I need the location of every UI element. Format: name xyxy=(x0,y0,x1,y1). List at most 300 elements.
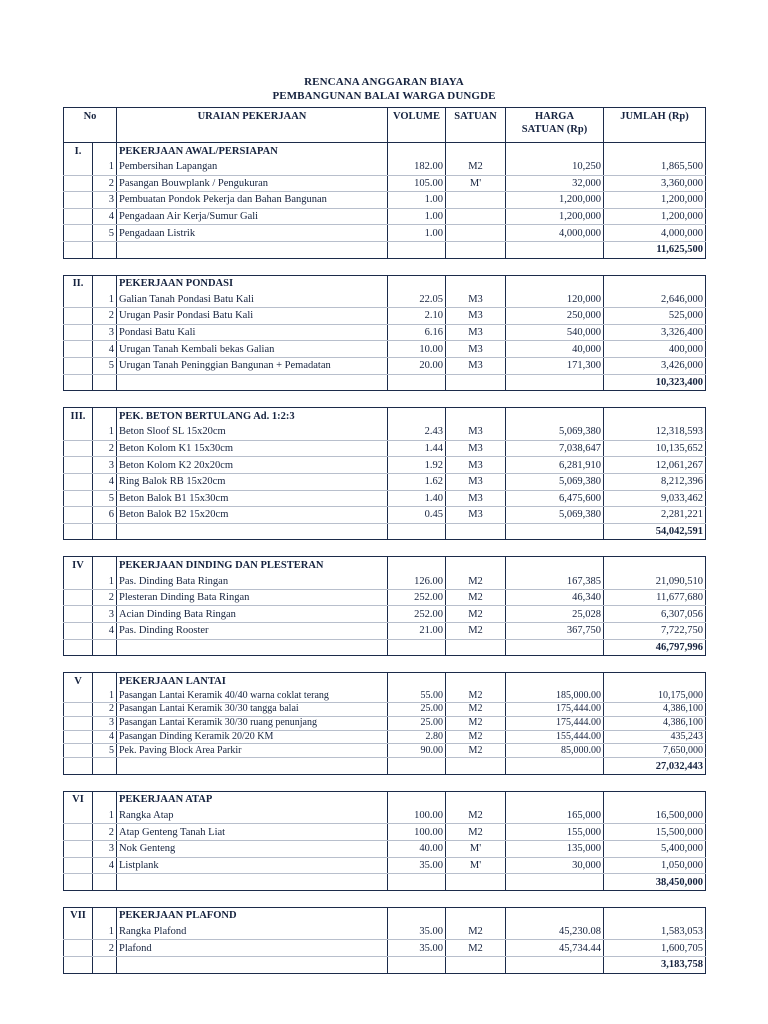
empty-cell xyxy=(446,758,506,775)
item-harga-satuan: 4,000,000 xyxy=(506,225,604,242)
item-number: 1 xyxy=(93,924,117,940)
item-satuan: M2 xyxy=(446,730,506,744)
item-number: 1 xyxy=(93,424,117,440)
item-volume: 20.00 xyxy=(388,357,446,374)
section-number: II. xyxy=(64,275,93,292)
empty-cell xyxy=(64,473,93,490)
table-row xyxy=(64,490,706,507)
empty-cell xyxy=(117,241,388,258)
item-description: Pas. Dinding Rooster xyxy=(117,623,388,640)
table-row xyxy=(64,589,706,606)
item-number: 4 xyxy=(93,730,117,744)
empty-cell xyxy=(64,208,93,225)
item-jumlah: 12,061,267 xyxy=(604,457,706,474)
item-satuan: M3 xyxy=(446,308,506,325)
section-number: V xyxy=(64,673,93,690)
empty-cell xyxy=(388,143,446,160)
item-number: 5 xyxy=(93,490,117,507)
empty-cell xyxy=(388,408,446,425)
empty-cell xyxy=(117,956,388,973)
item-satuan: M2 xyxy=(446,606,506,623)
empty-cell xyxy=(506,523,604,540)
item-harga-satuan: 40,000 xyxy=(506,341,604,358)
item-description: Rangka Plafond xyxy=(117,924,388,940)
item-satuan: M2 xyxy=(446,703,506,717)
item-jumlah: 7,722,750 xyxy=(604,623,706,640)
item-satuan: M2 xyxy=(446,689,506,702)
spacer-cell xyxy=(64,540,706,557)
item-volume: 0.45 xyxy=(388,507,446,524)
empty-cell xyxy=(93,673,117,690)
empty-cell xyxy=(64,808,93,824)
section-total: 10,323,400 xyxy=(604,374,706,391)
table-row xyxy=(64,573,706,589)
section-header-row xyxy=(64,791,706,808)
item-description: Beton Kolom K1 15x30cm xyxy=(117,440,388,457)
item-satuan: M3 xyxy=(446,457,506,474)
document-subtitle: PEMBANGUNAN BALAI WARGA DUNGDE xyxy=(272,90,496,102)
item-number: 6 xyxy=(93,507,117,524)
item-number: 1 xyxy=(93,159,117,175)
empty-cell xyxy=(506,143,604,160)
section-number: I. xyxy=(64,143,93,160)
item-jumlah: 4,000,000 xyxy=(604,225,706,242)
item-harga-satuan: 30,000 xyxy=(506,857,604,874)
item-volume: 6.16 xyxy=(388,324,446,341)
empty-cell xyxy=(604,791,706,808)
header-harga-line2: SATUAN (Rp) xyxy=(521,124,588,135)
table-row xyxy=(64,175,706,192)
item-number: 2 xyxy=(93,440,117,457)
table-row xyxy=(64,457,706,474)
section-header-row xyxy=(64,557,706,574)
item-description: Pas. Dinding Bata Ringan xyxy=(117,573,388,589)
item-jumlah: 5,400,000 xyxy=(604,841,706,858)
table-row xyxy=(64,689,706,702)
item-harga-satuan: 167,385 xyxy=(506,573,604,589)
item-satuan: M2 xyxy=(446,573,506,589)
item-description: Beton Kolom K2 20x20cm xyxy=(117,457,388,474)
item-volume: 1.92 xyxy=(388,457,446,474)
section-name: PEKERJAAN PLAFOND xyxy=(117,907,388,924)
empty-cell xyxy=(64,703,93,717)
table-row xyxy=(64,716,706,730)
empty-cell xyxy=(506,956,604,973)
section-total: 27,032,443 xyxy=(604,758,706,775)
section-spacer xyxy=(64,540,706,557)
item-harga-satuan: 5,069,380 xyxy=(506,473,604,490)
empty-cell xyxy=(388,907,446,924)
item-harga-satuan: 367,750 xyxy=(506,623,604,640)
item-description: Pasangan Bouwplank / Pengukuran xyxy=(117,175,388,192)
table-row xyxy=(64,744,706,758)
item-harga-satuan: 25,028 xyxy=(506,606,604,623)
empty-cell xyxy=(64,225,93,242)
item-number: 3 xyxy=(93,324,117,341)
spacer-cell xyxy=(64,774,706,791)
section-header-row xyxy=(64,143,706,160)
item-satuan: M3 xyxy=(446,424,506,440)
table-row xyxy=(64,440,706,457)
item-harga-satuan: 6,281,910 xyxy=(506,457,604,474)
empty-cell xyxy=(93,758,117,775)
table-row xyxy=(64,159,706,175)
item-description: Pengadaan Listrik xyxy=(117,225,388,242)
item-number: 4 xyxy=(93,857,117,874)
item-jumlah: 11,677,680 xyxy=(604,589,706,606)
empty-cell xyxy=(93,523,117,540)
item-harga-satuan: 10,250 xyxy=(506,159,604,175)
item-harga-satuan: 175,444.00 xyxy=(506,703,604,717)
empty-cell xyxy=(388,374,446,391)
item-volume: 25.00 xyxy=(388,703,446,717)
item-number: 2 xyxy=(93,589,117,606)
empty-cell xyxy=(506,673,604,690)
empty-cell xyxy=(64,940,93,957)
table-row xyxy=(64,808,706,824)
empty-cell xyxy=(604,408,706,425)
item-jumlah: 21,090,510 xyxy=(604,573,706,589)
table-row xyxy=(64,507,706,524)
item-harga-satuan: 46,340 xyxy=(506,589,604,606)
item-satuan: M2 xyxy=(446,159,506,175)
empty-cell xyxy=(93,791,117,808)
item-jumlah: 3,426,000 xyxy=(604,357,706,374)
empty-cell xyxy=(93,639,117,656)
empty-cell xyxy=(388,758,446,775)
empty-cell xyxy=(64,730,93,744)
table-row xyxy=(64,225,706,242)
empty-cell xyxy=(446,523,506,540)
item-number: 1 xyxy=(93,689,117,702)
item-satuan: M2 xyxy=(446,808,506,824)
item-satuan: M' xyxy=(446,175,506,192)
item-harga-satuan: 45,230.08 xyxy=(506,924,604,940)
empty-cell xyxy=(64,639,93,656)
item-jumlah: 10,135,652 xyxy=(604,440,706,457)
item-volume: 252.00 xyxy=(388,589,446,606)
item-jumlah: 1,865,500 xyxy=(604,159,706,175)
item-volume: 35.00 xyxy=(388,857,446,874)
item-jumlah: 3,360,000 xyxy=(604,175,706,192)
item-description: Pasangan Lantai Keramik 30/30 tangga balai xyxy=(117,703,388,717)
table-body xyxy=(64,143,706,974)
empty-cell xyxy=(93,907,117,924)
empty-cell xyxy=(93,143,117,160)
table-row xyxy=(64,424,706,440)
table-row xyxy=(64,841,706,858)
item-volume: 100.00 xyxy=(388,824,446,841)
empty-cell xyxy=(446,907,506,924)
empty-cell xyxy=(446,639,506,656)
item-satuan: M3 xyxy=(446,507,506,524)
table-header-row xyxy=(64,108,706,143)
item-harga-satuan: 120,000 xyxy=(506,292,604,308)
item-volume: 22.05 xyxy=(388,292,446,308)
empty-cell xyxy=(93,408,117,425)
section-name: PEKERJAAN AWAL/PERSIAPAN xyxy=(117,143,388,160)
item-number: 3 xyxy=(93,606,117,623)
empty-cell xyxy=(64,440,93,457)
empty-cell xyxy=(64,523,93,540)
empty-cell xyxy=(93,241,117,258)
section-header-row xyxy=(64,673,706,690)
item-volume: 1.00 xyxy=(388,192,446,209)
table-row xyxy=(64,357,706,374)
empty-cell xyxy=(64,924,93,940)
item-number: 4 xyxy=(93,208,117,225)
item-volume: 40.00 xyxy=(388,841,446,858)
item-satuan xyxy=(446,225,506,242)
item-volume: 1.44 xyxy=(388,440,446,457)
section-total: 54,042,591 xyxy=(604,523,706,540)
empty-cell xyxy=(117,639,388,656)
item-number: 4 xyxy=(93,473,117,490)
empty-cell xyxy=(446,673,506,690)
empty-cell xyxy=(64,623,93,640)
empty-cell xyxy=(506,557,604,574)
item-jumlah: 2,281,221 xyxy=(604,507,706,524)
item-number: 3 xyxy=(93,841,117,858)
item-number: 2 xyxy=(93,308,117,325)
item-satuan: M2 xyxy=(446,589,506,606)
item-volume: 10.00 xyxy=(388,341,446,358)
item-volume: 1.62 xyxy=(388,473,446,490)
item-number: 4 xyxy=(93,623,117,640)
item-jumlah: 12,318,593 xyxy=(604,424,706,440)
empty-cell xyxy=(64,374,93,391)
item-volume: 126.00 xyxy=(388,573,446,589)
section-total: 46,797,996 xyxy=(604,639,706,656)
item-satuan: M2 xyxy=(446,940,506,957)
empty-cell xyxy=(117,758,388,775)
empty-cell xyxy=(604,557,706,574)
section-spacer xyxy=(64,656,706,673)
empty-cell xyxy=(64,159,93,175)
item-satuan: M2 xyxy=(446,623,506,640)
empty-cell xyxy=(506,374,604,391)
empty-cell xyxy=(506,758,604,775)
item-harga-satuan: 540,000 xyxy=(506,324,604,341)
empty-cell xyxy=(64,716,93,730)
item-number: 2 xyxy=(93,824,117,841)
section-total: 3,183,758 xyxy=(604,956,706,973)
item-jumlah: 7,650,000 xyxy=(604,744,706,758)
empty-cell xyxy=(93,275,117,292)
item-description: Plesteran Dinding Bata Ringan xyxy=(117,589,388,606)
empty-cell xyxy=(93,557,117,574)
item-satuan xyxy=(446,208,506,225)
empty-cell xyxy=(446,874,506,891)
empty-cell xyxy=(64,424,93,440)
section-spacer xyxy=(64,774,706,791)
empty-cell xyxy=(64,490,93,507)
header-harga-line1: HARGA xyxy=(534,111,575,122)
empty-cell xyxy=(446,374,506,391)
empty-cell xyxy=(446,791,506,808)
table-row xyxy=(64,824,706,841)
table-row xyxy=(64,341,706,358)
item-satuan xyxy=(446,192,506,209)
spacer-cell xyxy=(64,258,706,275)
section-total-row xyxy=(64,874,706,891)
item-jumlah: 1,200,000 xyxy=(604,192,706,209)
item-description: Pasangan Lantai Keramik 40/40 warna coklat terang xyxy=(117,689,388,702)
table-row xyxy=(64,208,706,225)
spacer-cell xyxy=(64,391,706,408)
item-harga-satuan: 135,000 xyxy=(506,841,604,858)
item-number: 4 xyxy=(93,341,117,358)
item-satuan: M3 xyxy=(446,341,506,358)
empty-cell xyxy=(64,308,93,325)
table-row xyxy=(64,730,706,744)
empty-cell xyxy=(64,841,93,858)
empty-cell xyxy=(506,241,604,258)
empty-cell xyxy=(388,791,446,808)
item-jumlah: 400,000 xyxy=(604,341,706,358)
item-harga-satuan: 165,000 xyxy=(506,808,604,824)
item-description: Plafond xyxy=(117,940,388,957)
empty-cell xyxy=(64,573,93,589)
item-harga-satuan: 1,200,000 xyxy=(506,208,604,225)
item-description: Urugan Tanah Kembali bekas Galian xyxy=(117,341,388,358)
item-number: 2 xyxy=(93,703,117,717)
section-name: PEKERJAAN LANTAI xyxy=(117,673,388,690)
item-volume: 21.00 xyxy=(388,623,446,640)
empty-cell xyxy=(446,557,506,574)
item-number: 3 xyxy=(93,716,117,730)
empty-cell xyxy=(64,857,93,874)
section-spacer xyxy=(64,258,706,275)
empty-cell xyxy=(388,241,446,258)
empty-cell xyxy=(388,639,446,656)
item-volume: 35.00 xyxy=(388,924,446,940)
item-satuan: M' xyxy=(446,857,506,874)
empty-cell xyxy=(64,507,93,524)
item-number: 1 xyxy=(93,808,117,824)
item-volume: 90.00 xyxy=(388,744,446,758)
item-harga-satuan: 85,000.00 xyxy=(506,744,604,758)
empty-cell xyxy=(64,241,93,258)
section-total-row xyxy=(64,639,706,656)
empty-cell xyxy=(64,606,93,623)
empty-cell xyxy=(64,175,93,192)
item-satuan: M3 xyxy=(446,473,506,490)
empty-cell xyxy=(117,874,388,891)
table-row xyxy=(64,308,706,325)
section-total-row xyxy=(64,758,706,775)
item-jumlah: 4,386,100 xyxy=(604,703,706,717)
item-number: 3 xyxy=(93,192,117,209)
item-description: Listplank xyxy=(117,857,388,874)
empty-cell xyxy=(64,874,93,891)
spacer-cell xyxy=(64,890,706,907)
item-volume: 2.43 xyxy=(388,424,446,440)
item-satuan: M3 xyxy=(446,490,506,507)
table-row xyxy=(64,606,706,623)
empty-cell xyxy=(117,374,388,391)
item-number: 1 xyxy=(93,292,117,308)
item-number: 1 xyxy=(93,573,117,589)
empty-cell xyxy=(388,874,446,891)
item-volume: 25.00 xyxy=(388,716,446,730)
table-row xyxy=(64,703,706,717)
item-satuan: M' xyxy=(446,841,506,858)
section-header-row xyxy=(64,907,706,924)
section-total-row xyxy=(64,523,706,540)
item-jumlah: 1,050,000 xyxy=(604,857,706,874)
spacer-cell xyxy=(64,656,706,673)
item-description: Beton Sloof SL 15x20cm xyxy=(117,424,388,440)
item-number: 2 xyxy=(93,175,117,192)
header-volume: VOLUME xyxy=(388,108,446,143)
table-row xyxy=(64,940,706,957)
empty-cell xyxy=(446,956,506,973)
document-title: RENCANA ANGGARAN BIAYA xyxy=(304,76,464,88)
item-harga-satuan: 1,200,000 xyxy=(506,192,604,209)
item-description: Rangka Atap xyxy=(117,808,388,824)
item-description: Ring Balok RB 15x20cm xyxy=(117,473,388,490)
item-volume: 182.00 xyxy=(388,159,446,175)
item-satuan: M3 xyxy=(446,357,506,374)
section-total: 11,625,500 xyxy=(604,241,706,258)
empty-cell xyxy=(64,758,93,775)
item-satuan: M2 xyxy=(446,924,506,940)
empty-cell xyxy=(604,143,706,160)
item-harga-satuan: 250,000 xyxy=(506,308,604,325)
empty-cell xyxy=(64,341,93,358)
item-harga-satuan: 45,734.44 xyxy=(506,940,604,957)
table-row xyxy=(64,924,706,940)
section-number: III. xyxy=(64,408,93,425)
item-number: 5 xyxy=(93,357,117,374)
empty-cell xyxy=(64,292,93,308)
empty-cell xyxy=(604,275,706,292)
item-volume: 100.00 xyxy=(388,808,446,824)
item-jumlah: 1,583,053 xyxy=(604,924,706,940)
item-description: Pasangan Lantai Keramik 30/30 ruang penunjang xyxy=(117,716,388,730)
table-row xyxy=(64,623,706,640)
item-jumlah: 8,212,396 xyxy=(604,473,706,490)
item-jumlah: 15,500,000 xyxy=(604,824,706,841)
table-row xyxy=(64,857,706,874)
empty-cell xyxy=(64,324,93,341)
header-harga xyxy=(506,108,604,143)
item-volume: 105.00 xyxy=(388,175,446,192)
header-no: No xyxy=(64,108,117,143)
item-number: 3 xyxy=(93,457,117,474)
empty-cell xyxy=(506,275,604,292)
section-spacer xyxy=(64,391,706,408)
empty-cell xyxy=(64,689,93,702)
section-header-row xyxy=(64,275,706,292)
item-harga-satuan: 5,069,380 xyxy=(506,507,604,524)
item-jumlah: 1,200,000 xyxy=(604,208,706,225)
item-jumlah: 10,175,000 xyxy=(604,689,706,702)
item-description: Pondasi Batu Kali xyxy=(117,324,388,341)
item-description: Galian Tanah Pondasi Batu Kali xyxy=(117,292,388,308)
empty-cell xyxy=(93,374,117,391)
header-uraian: URAIAN PEKERJAAN xyxy=(117,108,388,143)
item-number: 2 xyxy=(93,940,117,957)
item-volume: 1.00 xyxy=(388,208,446,225)
table-row xyxy=(64,292,706,308)
item-harga-satuan: 155,444.00 xyxy=(506,730,604,744)
header-jumlah: JUMLAH (Rp) xyxy=(604,108,706,143)
empty-cell xyxy=(93,874,117,891)
empty-cell xyxy=(506,907,604,924)
section-total: 38,450,000 xyxy=(604,874,706,891)
